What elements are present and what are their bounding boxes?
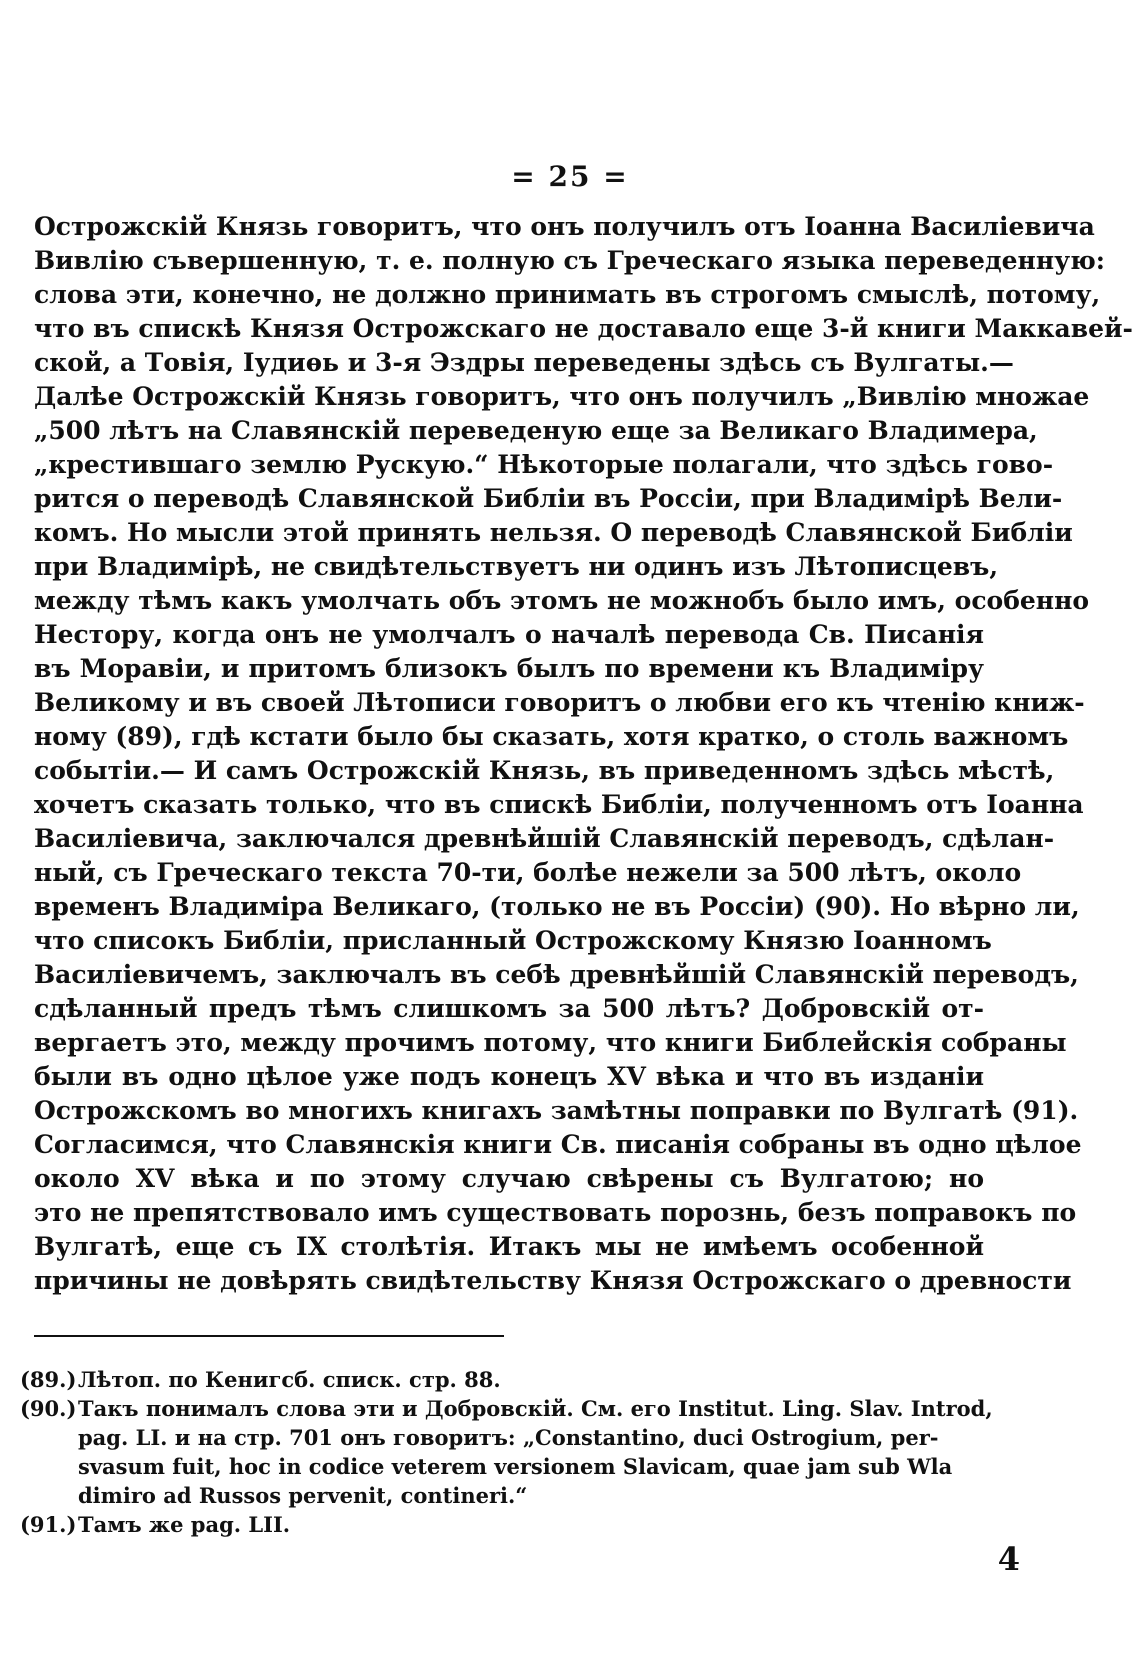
footnote [20,1510,1000,1539]
text-line: Острожскомъ во многихъ книгахъ замѣтны поправки по Вулгатѣ (91). [34,1096,1079,1125]
text-line: Нестору, когда онъ не умолчалъ о началѣ перевода Св. Писанія [34,620,984,649]
footnote-divider [34,1335,504,1337]
footnote [20,1365,1000,1394]
text-line: „500 лѣтъ на Славянскій переведеную еще за Великаго Владимера, [34,416,1038,445]
text-line: ской, а Товія, Іудиѳь и 3-я Эздры переведены здѣсь съ Вулгаты.— [34,348,1014,377]
text-line: рится о переводѣ Славянской Библіи въ Россіи, при Владимірѣ Вели- [34,484,1063,513]
text-line: сдѣланный предъ тѣмъ слишкомъ за 500 лѣтъ? Добровскій от- [34,994,984,1023]
text-line: что списокъ Библіи, присланный Острожскому Князю Іоанномъ [34,926,992,955]
footnote-continuation: dimiro ad Russos pervenit, contineri.“ [78,1483,528,1508]
text-line: ный, съ Греческаго текста 70-ти, болѣе нежели за 500 лѣтъ, около [34,858,1022,887]
text-line: Согласимся, что Славянскія книги Св. писанія собраны въ одно цѣлое [34,1130,1082,1159]
footnote-continuation: pag. LI. и на стр. 701 онъ говоритъ: „Constantino, duci Ostrogium, per- [78,1425,939,1450]
text-line: Вулгатѣ, еще съ IX столѣтія. Итакъ мы не имѣемъ особенной [34,1232,984,1261]
text-line: Вивлію съвершенную, т. е. полную съ Греческаго языка переведенную: [34,246,1105,275]
text-line: временъ Владиміра Великаго, (только не въ Россіи) (90). Но вѣрно ли, [34,892,1080,921]
footnote-text: Такъ понималъ слова эти и Добровскій. См. его Institut. Ling. Slav. Introd, [78,1396,993,1421]
text-line: около XV вѣка и по этому случаю свѣрены съ Вулгатою; но [34,1164,984,1193]
footnote-text: Тамъ же pag. LII. [78,1512,291,1537]
text-line: Василіевича, заключался древнѣйшій Славянскій переводъ, сдѣлан- [34,824,1055,853]
text-line: Великому и въ своей Лѣтописи говоритъ о любви его къ чтенію книж- [34,688,1085,717]
footnote-number: (90.) [20,1396,77,1421]
text-line: въ Моравіи, и притомъ близокъ былъ по времени къ Владиміру [34,654,984,683]
text-line: при Владимірѣ, не свидѣтельствуетъ ни одинъ изъ Лѣтописцевъ, [34,552,999,581]
text-line: слова эти, конечно, не должно принимать въ строгомъ смыслѣ, потому, [34,280,1101,309]
text-line: Острожскій Князь говоритъ, что онъ получилъ отъ Іоанна Василіевича [34,212,1095,241]
footnotes [20,1365,1000,1539]
text-line: вергаетъ это, между прочимъ потому, что книги Библейскія собраны [34,1028,1067,1057]
body-text [34,210,1133,1298]
text-line: были въ одно цѣлое уже подъ конецъ XV вѣка и что въ изданіи [34,1062,984,1091]
signature-mark: 4 [997,1540,1020,1578]
text-line: ному (89), гдѣ кстати было бы сказать, хотя кратко, о столь важномъ [34,722,1069,751]
text-line: хочетъ сказать только, что въ спискѣ Библіи, полученномъ отъ Іоанна [34,790,1084,819]
text-line: Василіевичемъ, заключалъ въ себѣ древнѣйшій Славянскій переводъ, [34,960,1079,989]
footnote-text: Лѣтоп. по Кенигсб. списк. стр. 88. [78,1367,501,1392]
text-line: что въ спискѣ Князя Острожскаго не доставало еще 3-й книги Маккавей- [34,314,1133,343]
text-line: „крестившаго землю Рускую.“ Нѣкоторые полагали, что здѣсь гово- [34,450,1054,479]
text-line: комъ. Но мысли этой принять нельзя. О переводѣ Славянской Библіи [34,518,1073,547]
text-line: это не препятствовало имъ существовать порознь, безъ поправокъ по [34,1198,1077,1227]
footnote [20,1394,1000,1423]
text-line: событіи.— И самъ Острожскій Князь, въ приведенномъ здѣсь мѣстѣ, [34,756,1055,785]
text-line: Далѣе Острожскій Князь говоритъ, что онъ получилъ „Вивлію множае [34,382,1090,411]
text-line: причины не довѣрять свидѣтельству Князя Острожскаго о древности [34,1266,1072,1295]
footnote-number: (91.) [20,1512,77,1537]
text-line: между тѣмъ какъ умолчать объ этомъ не можнобъ было имъ, особенно [34,586,1090,615]
footnote-continuation: svasum fuit, hoc in codice veterem versionem Slavicam, quae jam sub Wla [78,1454,953,1479]
page-number: = 25 = [511,160,629,193]
footnote-number: (89.) [20,1367,77,1392]
